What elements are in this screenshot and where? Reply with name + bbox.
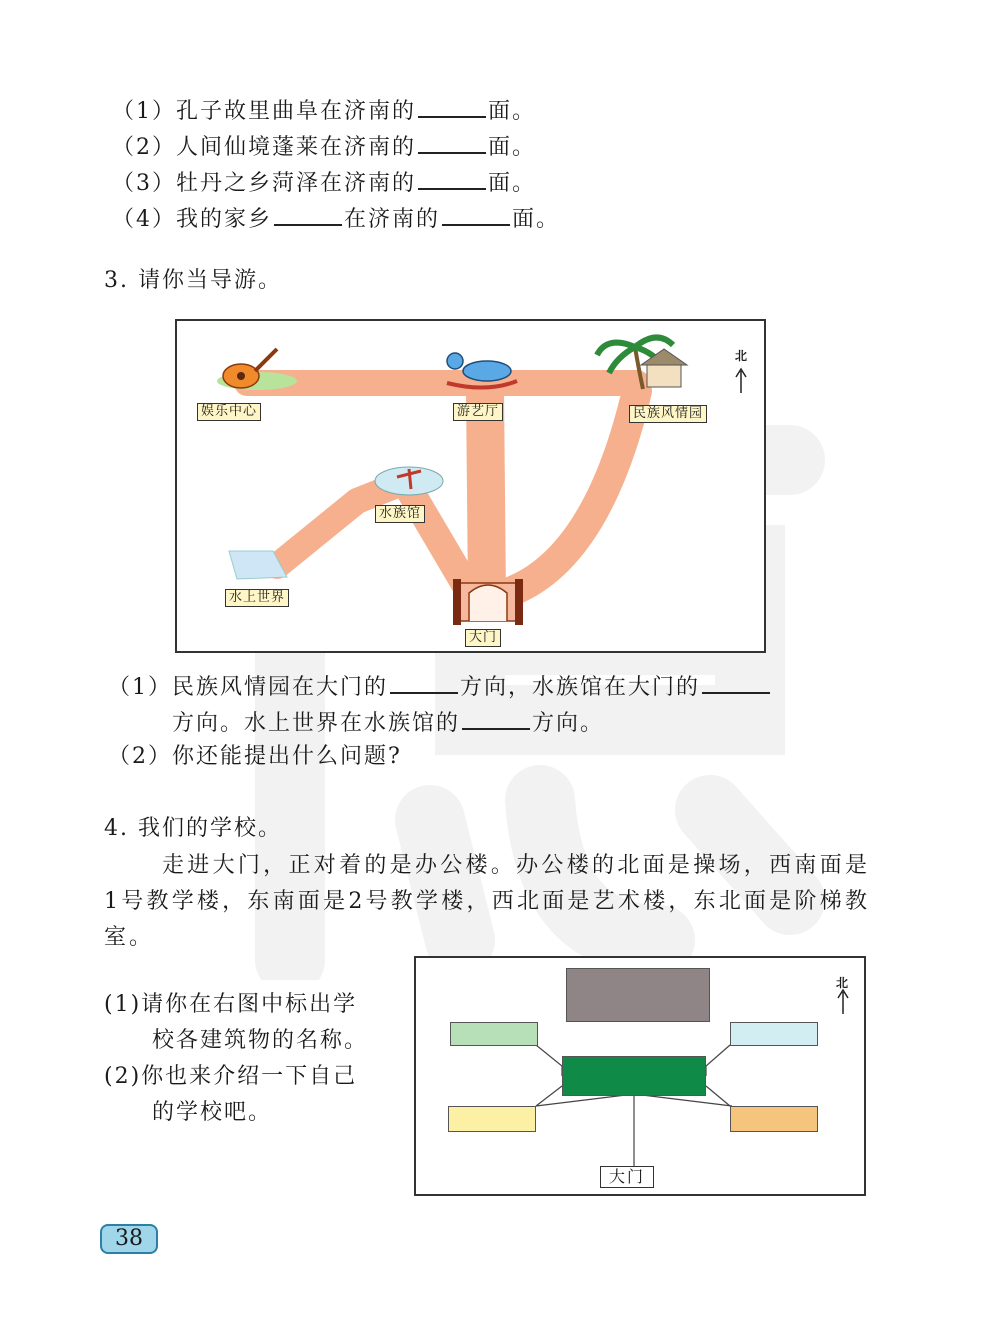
q4-paragraph: 走进大门，正对着的是办公楼。办公楼的北面是操场，西南面是1号教学楼，东南面是2号教学楼，西北面是艺术楼，东北面是阶梯教室。 <box>104 853 870 950</box>
answer-blank[interactable] <box>418 94 486 118</box>
label-entertainment-center: 娱乐中心 <box>197 403 261 421</box>
answer-blank[interactable] <box>418 166 486 190</box>
label-water-world: 水上世界 <box>225 589 289 607</box>
school-gate-label: 大门 <box>600 1166 654 1188</box>
answer-blank[interactable] <box>274 202 342 226</box>
playground-box[interactable] <box>566 968 710 1022</box>
answer-blank[interactable] <box>462 706 530 730</box>
answer-blank[interactable] <box>442 202 510 226</box>
north-label: 北 <box>735 349 748 363</box>
label-amusement-hall: 游艺厅 <box>453 403 503 421</box>
lecture-hall-box[interactable] <box>730 1022 818 1046</box>
answer-blank[interactable] <box>390 670 458 694</box>
q2-line-3: （3）牡丹之乡菏泽在济南的 面。 <box>112 166 536 199</box>
page-number: 38 <box>100 1224 158 1254</box>
q4-heading: 4. 我们的学校。 <box>104 816 282 841</box>
q3-sub2: （2）你还能提出什么问题? <box>108 744 402 769</box>
q3-sub1-line1: （1）民族风情园在大门的 方向，水族馆在大门的 <box>108 670 772 703</box>
school-map <box>414 956 866 1196</box>
art-building-box[interactable] <box>450 1022 538 1046</box>
teaching-building-2-box[interactable] <box>730 1106 818 1132</box>
label-gate: 大门 <box>465 629 501 647</box>
label-folk-garden: 民族风情园 <box>629 405 707 423</box>
q3-heading: 3. 请你当导游。 <box>104 268 282 293</box>
park-map <box>175 319 766 653</box>
q3-sub1-line2: 方向。水上世界在水族馆的 方向。 <box>172 706 604 739</box>
office-building-box[interactable] <box>562 1056 706 1096</box>
q4-sub2-a: (2)你也来介绍一下自己 <box>104 1064 358 1089</box>
teaching-building-1-box[interactable] <box>448 1106 536 1132</box>
q4-sub2-b: 的学校吧。 <box>152 1100 273 1125</box>
q4-sub1-a: (1)请你在右图中标出学 <box>104 992 358 1017</box>
q2-line-1: （1）孔子故里曲阜在济南的 面。 <box>112 94 536 127</box>
q2-line-4: （4）我的家乡 在济南的 面。 <box>112 202 560 235</box>
label-aquarium: 水族馆 <box>375 505 425 523</box>
q2-line-2: （2）人间仙境蓬莱在济南的 面。 <box>112 130 536 163</box>
answer-blank[interactable] <box>418 130 486 154</box>
school-north-label: 北 <box>836 976 849 990</box>
answer-blank[interactable] <box>702 670 770 694</box>
q4-sub1-b: 校各建筑物的名称。 <box>152 1028 369 1053</box>
